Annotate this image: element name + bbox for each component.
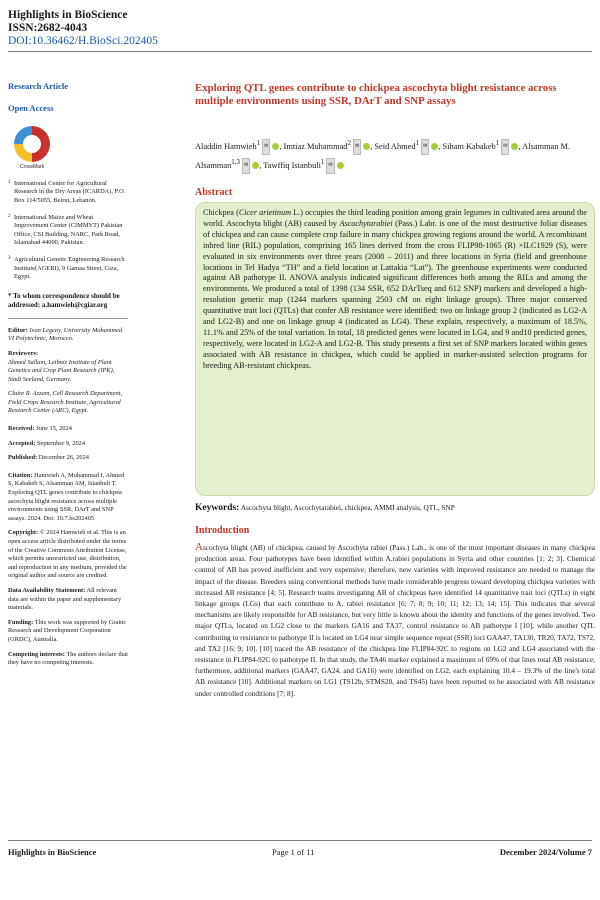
sidebar-rule [8,318,128,319]
author-list: Aladdin Hamwieh$^1$ ✉ , Imtiaz Muhammad$^2$ ✉ , Seid Ahmed$^1$ ✉ , Siham Kabakeb$^1$ ✉ , Alsamman M. Alsamman$^{1,3}$ ✉ , Tawffiq Istanbuli$^1$ ✉ [195,136,590,174]
abstract-heading: Abstract [195,187,233,198]
journal-name: Highlights in BioScience [8,9,128,21]
author: Imtiaz Muhammad [283,141,348,151]
header-rule [8,51,592,52]
author: Seid Ahmed [374,141,416,151]
email-icon[interactable]: ✉ [326,158,334,174]
introduction-body: Ascochyta blight (AB) of chickpea, caused by Ascochyta rabiei (Pass.) Lab., is one of the most important diseases in many chickpea production areas. Four pathotypes have been identified within A.rabiei populations in Syria and other countries [1; 2; 3]. Chemical control of AB has proved inefficient and very expensive; therefore, new varieties with improved resistance are needed to manage the impact of the disease. Breeders using conventional methods have made considerable progress toward developing chickpea varieties with increased AB resistance [4; 5]. Research teams investigating AB of chickpeas have identified 14 quantitative trait loci (QTLs) in eight linkage groups (LGs) that each contribute to A. rabiei resistance [6; 7; 8; 9; 10; 11; 12; 13; 14; 15]. This indicates that several mechanisms are likely responsible for AB resistance, but very little is known about the identity and functions of the genes involved. Two major QTLs, located on LG2 close to the markers GA16 and TA37, control resistance to AB pathotype I [10], while another QTL contributing to resistance to pathotype II is located on LG4 near simple sequence repeat (SSR) loci GAA47, TA130, TR20, TA72, TS72, and TA2 [16; 9; 10]. [10] traced the AB resistance of the chickpea line FLIP84-92C to regions on LG2 and LG4 associated with the resistance in FLIP84-92C to pathotype II. In that study, the TA46 marker explained a maximum of 69% of that lines total AB resistance; furthermore, additional markers (GAA47, GA24, and GA16) were identified on LG2, each explaining 10.4 – 19.3% of the line's total AB resistance [10]. Additional markers on LG1 (TS12b, STMS28, and TS45) have been reported to be associated with AB resistance under controlled conditions [7; 8]. [195,541,595,698]
email-icon[interactable]: ✉ [242,158,250,174]
reviewer-2: Claire R. Azzam, Cell Research Department, Field Crops Research Institute, Agricultural Research Center (ARC), Egypt. [8,390,123,415]
crossmark-text: CrossMark [19,164,45,171]
article-type: Research Article [8,81,69,91]
competing-interests: Competing interests: The authors declare that they have no competing interests. [8,650,128,667]
copyright: Copyright: © 2024 Hamwieh et al. This is an open access article distributed under the terms of the Creative Commons Attribution License, which permits unrestricted use, distribution, and reproduction in any medium, provided the original author and source are credited. [8,529,127,580]
drop-cap: A [195,541,203,553]
affiliation-2: 2 International Maize and Wheat Improvement Center (CIMMYT) Pakistan Office, CSI Building, NARC, Park Road, Islamabad 44000, Pakistan. [8,213,123,247]
crossmark-logo[interactable] [14,126,50,172]
keywords-label: Keywords: [195,503,240,513]
open-access-label: Open Access [8,102,54,113]
author: Aladdin Hamwieh [195,141,257,151]
citation: Citation: Hamwieh A, Muhammad I, Ahmed S, Kabakeb S, Alsamman AM, Istanbuli T. Exploring QTL genes contribute to chickpea ascochyta blight resistance across multiple environments using SSR, DArT and SNP assays. 2024. Doi: 10.7.bs202405 [8,471,125,522]
received-date: Received: June 15, 2024 [8,425,72,433]
orcid-icon[interactable] [337,162,344,169]
keywords [195,503,455,513]
keywords-text: Ascochyta blight, Ascochytarabiei, chickpea, AMMI analysis, QTL, SNP [240,503,455,512]
author: Alsamman M. Alsamman [195,141,571,170]
footer-journal: Highlights in BioScience [8,847,97,857]
journal-header [8,9,158,48]
introduction-heading: Introduction [195,525,250,536]
affiliation-1: 1 International Center for Agricultural Research in the Dry Areas (ICARDA), P.O. Box 114/5055, Beirut, Lebanon. [8,179,126,204]
orcid-icon[interactable] [431,143,438,150]
orcid-icon[interactable] [252,162,259,169]
affiliation-3: 3 Agricultural Genetic Engineering Research Institute(AGERI), 9 Gamaa Street, Giza, Egypt. [8,255,125,281]
orcid-icon[interactable] [363,143,370,150]
footer-rule [8,840,592,841]
data-availability: Data Availability Statement: All relevant data are within the paper and supplementary materials. [8,586,122,612]
reviewers-info: Reviewers: Ahmed Sallam, Leibniz Institute of Plant Genetics and Crop Plant Research (IPK), Stadt Seeland, Germany. [8,349,115,383]
footer-date: December 2024/Volume 7 [499,847,592,857]
editor-info: Editor: Ivan Legeay, University Mohammed VI Polytechnic, Morocco. [8,326,123,343]
page-number: Page 1 of 11 [272,847,315,857]
author: Tawffiq Istanbuli [263,160,321,170]
email-icon[interactable]: ✉ [501,139,509,155]
abstract-body: Chickpea (Cicer arietinum L.) occupies the third leading position among grain legumes in cultivated area around the world. Ascochyta blight (AB) caused by Ascochytarabiei (Pass.) Labr. is one of the most destructive foliar diseases of chickpea and can cause complete crop failure in many chickpea growing regions around the world. A recombinant inbred line (RIL) population, comprising 165 lines derived from the cross FLIP98-1065 (R) ×ILC1929 (S), were evaluated in six environments over three years (2008 – 2011) and three locations in Syria (field and greenhouse locations in Tel Hadya “TH” and a field location at Lattakia “Lat”). The greenhouse experiments were conducted against AB pathotype II. ANOVA analysis indicated significant differences both among the RILs and among the environments. We produced a total of 1398 (134 SSR, 652 DArTseq and 612 SNP) markers and developed a high-resolution genetic map (1244 markers spanning 2503 cM on eight linkage groups). Three major conserved quantitative trait loci (QTLs) that confer AB resistance were identified: two on linkage group 2 (indicated as LG2-A and LG2-B) and one on linkage group 4 (indicated as LG4). These explain, respectively, a maximum of 18.5%, 11.1% and 25% of the total variation. In total, 18 predicted genes were located in LG4, and 9 and10 predicted genes, respectively, were located in LG2-A and LG2-B. This study presents a first set of SNP markers located within genes associated with AB resistance in chickpea, which could be applied in marker-assisted selection programs for breeding AB-resistant chickpeas. [195,202,595,496]
article-title: Exploring QTL genes contribute to chickpea ascochyta blight resistance across multiple environments using SSR, DArT and SNP assays [195,82,557,107]
email-icon[interactable]: ✉ [421,139,429,155]
sidebar [8,82,185,668]
accepted-date: Accepted: September 9, 2024 [8,439,86,447]
orcid-icon[interactable] [272,143,279,150]
orcid-icon[interactable] [511,143,518,150]
email-icon[interactable]: ✉ [262,139,270,155]
author: Siham Kabakeb [442,141,496,151]
email-icon[interactable]: ✉ [353,139,361,155]
funding: Funding: This work was supported by Grains Research and Development Corporation (GRDC), Australia. [8,618,126,643]
issn: ISSN:2682-4043 [8,22,88,34]
correspondence: * To whom correspondence should be addressed: a.hamwieh@cgiar.org [8,291,120,309]
crossmark-icon [14,126,50,162]
published-date: Published: December 26, 2024 [8,454,89,462]
doi-link[interactable]: DOI:10.36462/H.BioSci.202405 [8,35,158,47]
